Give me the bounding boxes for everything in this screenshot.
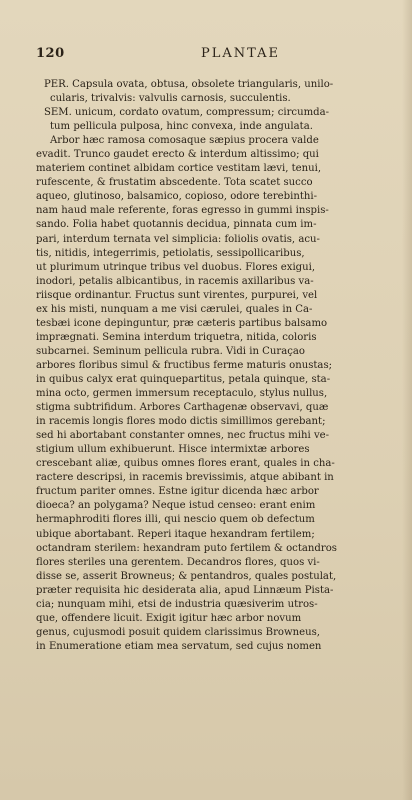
text-line: flores steriles una gerentem. Decandros flores, quos vi- (36, 556, 320, 568)
text-line: in racemis longis flores modo dictis simillimos gerebant; (36, 416, 326, 428)
text-line: tum pellicula pulposa, hinc convexa, inde angulata. (50, 121, 313, 133)
text-line: evadit. Trunco gaudet erecto & interdum altissimo; qui (36, 149, 319, 161)
text-line: tesbæi icone depinguntur, præ cæteris partibus balsamo (36, 317, 328, 329)
text-line: disse se, asserit Browneus; & pentandros, quales postulat, (36, 570, 337, 582)
text-line: riisque ordinantur. Fructus sunt virentes, purpurei, vel (36, 289, 318, 301)
text-line: pari, interdum ternata vel simplicia: foliolis ovatis, acu- (36, 233, 320, 245)
text-line: dioeca? an polygama? Neque istud censeo: erant enim (36, 500, 316, 512)
page-header (36, 46, 386, 64)
text-line: in Enumeratione etiam mea servatum, sed cujus nomen (36, 640, 322, 652)
text-line: inodori, petalis albicantibus, in racemis axillaribus va- (36, 275, 314, 287)
running-title: PLANTAE (201, 46, 280, 61)
text-line: aqueo, glutinoso, balsamico, copioso, odore terebinthi- (36, 191, 318, 203)
text-line: cia; nunquam mihi, etsi de industria quæsiverim utros- (36, 598, 318, 610)
text-line: fructum pariter omnes. Estne igitur dicenda hæc arbor (36, 486, 319, 498)
text-line: sed hi abortabant constanter omnes, nec fructus mihi ve- (36, 430, 330, 442)
text-line: PER. Capsula ovata, obtusa, obsolete triangularis, unilo- (44, 79, 334, 90)
text-line: que, offendere licuit. Exigit igitur hæc arbor novum (36, 612, 302, 624)
text-line: octandram sterilem: hexandram puto fertilem & octandros (36, 542, 337, 554)
text-line: in quibus calyx erat quinquepartitus, petala quinque, sta- (36, 373, 331, 385)
text-line: genus, cujusmodi posuit quidem clarissimus Browneus, (36, 626, 320, 638)
text-line: crescebant aliæ, quibus omnes flores erant, quales in cha- (36, 458, 335, 470)
text-line: ex his misti, nunquam a me visi cærulei, quales in Ca- (36, 303, 313, 315)
text-line: subcarnei. Seminum pellicula rubra. Vidi in Curaçao (36, 345, 305, 357)
text-line: stigium ullum exhibuerunt. Hisce intermixtæ arbores (36, 444, 310, 456)
text-line: ut plurimum utrinque tribus vel duobus. Flores exigui, (36, 261, 316, 273)
text-line: ractere descripsi, in racemis brevissimis, atque abibant in (36, 472, 334, 484)
text-line: materiem continet albidam cortice vestitam lævi, tenui, (36, 163, 322, 175)
text-line: Arbor hæc ramosa comosaque sæpius procera valde (50, 135, 319, 147)
text-line: arbores floribus simul & fructibus ferme maturis onustas; (36, 359, 333, 371)
text-line: SEM. unicum, cordato ovatum, compressum; circumda- (44, 107, 330, 119)
body-text (36, 78, 389, 654)
text-line: sando. Folia habet quotannis decidua, pinnata cum im- (36, 219, 317, 231)
text-line: cularis, trivalvis: valvulis carnosis, succulentis. (50, 93, 291, 105)
text-line: præter requisita hic desiderata alia, apud Linnæum Pista- (36, 584, 334, 596)
text-line: ubique abortabant. Reperi itaque hexandram fertilem; (36, 528, 315, 540)
page-number: 120 (36, 46, 65, 61)
text-line: stigma subtrifidum. Arbores Carthagenæ observavi, quæ (36, 402, 329, 414)
text-line: tis, nitidis, integerrimis, petiolatis, sessipollicaribus, (36, 247, 305, 259)
text-line: mina octo, germen immersum receptaculo, stylus nullus, (36, 388, 328, 400)
text-line: nam haud male referente, foras egresso in gummi inspis- (36, 205, 329, 217)
text-line: rufescente, & frustatim abscedente. Tota scatet succo (36, 177, 313, 189)
text-line: hermaphroditi flores illi, qui nescio quem ob defectum (36, 514, 315, 526)
text-line: imprægnati. Semina interdum triquetra, nitida, coloris (36, 331, 317, 343)
